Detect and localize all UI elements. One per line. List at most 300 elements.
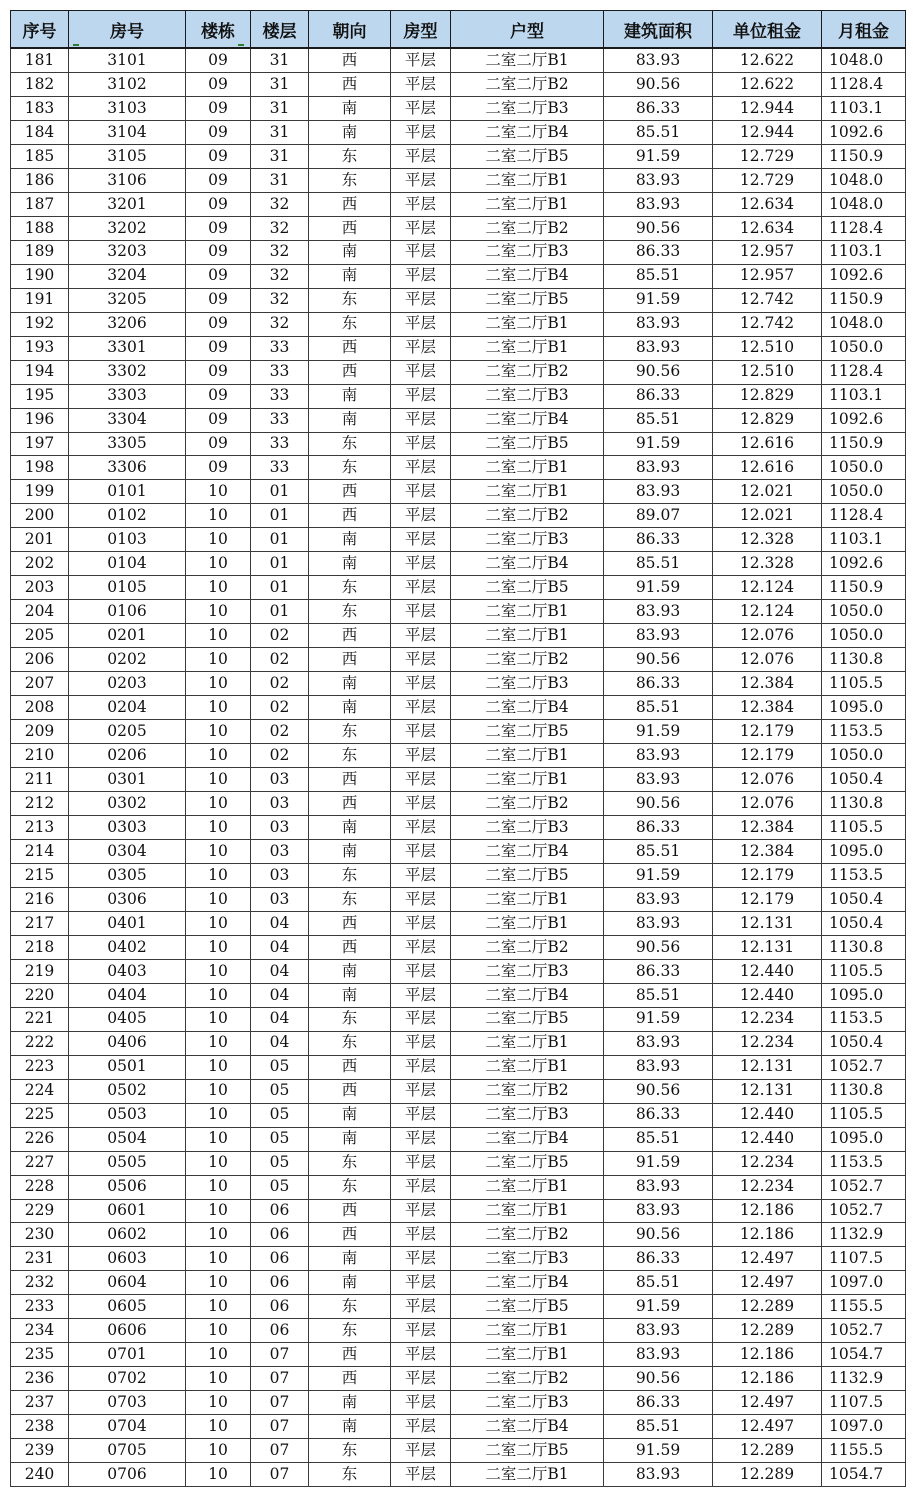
cell-room-type[interactable]: 平层 [391,360,451,384]
cell-room-type[interactable]: 平层 [391,408,451,432]
cell-room-type[interactable]: 平层 [391,816,451,840]
cell-seq[interactable]: 200 [11,504,69,528]
cell-room-no[interactable]: 3302 [69,360,186,384]
cell-building[interactable]: 09 [186,408,251,432]
cell-room-no[interactable]: 0602 [69,1223,186,1247]
cell-orientation[interactable]: 南 [309,1271,391,1295]
cell-building[interactable]: 10 [186,624,251,648]
cell-seq[interactable]: 190 [11,264,69,288]
cell-room-no[interactable]: 0105 [69,576,186,600]
cell-floor-area[interactable]: 90.56 [604,1079,713,1103]
cell-building[interactable]: 10 [186,983,251,1007]
cell-room-no[interactable]: 0604 [69,1271,186,1295]
cell-unit-rent[interactable]: 12.510 [713,336,822,360]
cell-floor-area[interactable]: 91.59 [604,720,713,744]
cell-orientation[interactable]: 东 [309,1319,391,1343]
cell-building[interactable]: 09 [186,240,251,264]
cell-unit-rent[interactable]: 12.021 [713,504,822,528]
cell-room-type[interactable]: 平层 [391,1463,451,1487]
cell-building[interactable]: 09 [186,456,251,480]
cell-room-type[interactable]: 平层 [391,1223,451,1247]
cell-room-type[interactable]: 平层 [391,1295,451,1319]
cell-floor-area[interactable]: 83.93 [604,744,713,768]
cell-floor-area[interactable]: 86.33 [604,1103,713,1127]
cell-seq[interactable]: 229 [11,1199,69,1223]
cell-seq[interactable]: 181 [11,48,69,72]
cell-monthly-rent[interactable]: 1130.8 [822,792,906,816]
cell-monthly-rent[interactable]: 1105.5 [822,959,906,983]
cell-seq[interactable]: 238 [11,1415,69,1439]
cell-room-no[interactable]: 3201 [69,192,186,216]
cell-unit-rent[interactable]: 12.622 [713,48,822,72]
cell-seq[interactable]: 232 [11,1271,69,1295]
cell-building[interactable]: 10 [186,1079,251,1103]
cell-floor[interactable]: 04 [251,1007,309,1031]
cell-floor[interactable]: 07 [251,1391,309,1415]
cell-unit-rent[interactable]: 12.021 [713,480,822,504]
cell-orientation[interactable]: 南 [309,839,391,863]
cell-unit-rent[interactable]: 12.328 [713,552,822,576]
cell-floor-area[interactable]: 85.51 [604,1271,713,1295]
cell-monthly-rent[interactable]: 1107.5 [822,1247,906,1271]
cell-room-no[interactable]: 0704 [69,1415,186,1439]
cell-room-no[interactable]: 0201 [69,624,186,648]
cell-orientation[interactable]: 南 [309,96,391,120]
cell-building[interactable]: 10 [186,1343,251,1367]
cell-floor[interactable]: 02 [251,696,309,720]
cell-unit-rent[interactable]: 12.289 [713,1319,822,1343]
cell-floor[interactable]: 31 [251,144,309,168]
cell-building[interactable]: 10 [186,1391,251,1415]
cell-room-no[interactable]: 0301 [69,768,186,792]
cell-monthly-rent[interactable]: 1092.6 [822,120,906,144]
cell-unit-rent[interactable]: 12.384 [713,672,822,696]
cell-room-type[interactable]: 平层 [391,863,451,887]
cell-layout[interactable]: 二室二厅B1 [451,1319,604,1343]
cell-room-no[interactable]: 0605 [69,1295,186,1319]
cell-layout[interactable]: 二室二厅B1 [451,480,604,504]
cell-unit-rent[interactable]: 12.729 [713,144,822,168]
cell-seq[interactable]: 234 [11,1319,69,1343]
cell-room-type[interactable]: 平层 [391,720,451,744]
cell-monthly-rent[interactable]: 1153.5 [822,863,906,887]
cell-room-type[interactable]: 平层 [391,887,451,911]
cell-seq[interactable]: 199 [11,480,69,504]
cell-orientation[interactable]: 西 [309,624,391,648]
cell-layout[interactable]: 二室二厅B1 [451,168,604,192]
cell-room-no[interactable]: 0403 [69,959,186,983]
cell-floor[interactable]: 05 [251,1151,309,1175]
cell-room-no[interactable]: 3306 [69,456,186,480]
cell-floor[interactable]: 06 [251,1295,309,1319]
cell-seq[interactable]: 217 [11,911,69,935]
cell-floor[interactable]: 06 [251,1319,309,1343]
cell-unit-rent[interactable]: 12.076 [713,648,822,672]
cell-floor-area[interactable]: 83.93 [604,1319,713,1343]
cell-orientation[interactable]: 西 [309,1223,391,1247]
cell-unit-rent[interactable]: 12.179 [713,863,822,887]
cell-room-no[interactable]: 3106 [69,168,186,192]
cell-room-no[interactable]: 0601 [69,1199,186,1223]
cell-monthly-rent[interactable]: 1050.0 [822,600,906,624]
cell-room-type[interactable]: 平层 [391,576,451,600]
cell-floor[interactable]: 04 [251,983,309,1007]
cell-floor[interactable]: 03 [251,792,309,816]
cell-monthly-rent[interactable]: 1050.0 [822,456,906,480]
cell-floor-area[interactable]: 85.51 [604,839,713,863]
cell-building[interactable]: 10 [186,480,251,504]
cell-monthly-rent[interactable]: 1155.5 [822,1439,906,1463]
cell-unit-rent[interactable]: 12.076 [713,624,822,648]
cell-floor-area[interactable]: 86.33 [604,959,713,983]
cell-monthly-rent[interactable]: 1095.0 [822,1127,906,1151]
cell-layout[interactable]: 二室二厅B1 [451,336,604,360]
cell-room-type[interactable]: 平层 [391,1151,451,1175]
cell-monthly-rent[interactable]: 1132.9 [822,1367,906,1391]
cell-floor-area[interactable]: 91.59 [604,1295,713,1319]
cell-orientation[interactable]: 南 [309,816,391,840]
cell-monthly-rent[interactable]: 1105.5 [822,816,906,840]
cell-seq[interactable]: 214 [11,839,69,863]
cell-room-type[interactable]: 平层 [391,1127,451,1151]
cell-layout[interactable]: 二室二厅B4 [451,1415,604,1439]
cell-room-type[interactable]: 平层 [391,552,451,576]
cell-orientation[interactable]: 东 [309,1007,391,1031]
cell-floor[interactable]: 07 [251,1415,309,1439]
cell-seq[interactable]: 236 [11,1367,69,1391]
cell-unit-rent[interactable]: 12.384 [713,696,822,720]
cell-floor[interactable]: 31 [251,168,309,192]
cell-orientation[interactable]: 西 [309,1343,391,1367]
cell-room-type[interactable]: 平层 [391,1415,451,1439]
cell-building[interactable]: 10 [186,720,251,744]
cell-unit-rent[interactable]: 12.289 [713,1439,822,1463]
cell-monthly-rent[interactable]: 1050.0 [822,624,906,648]
header-room-no[interactable]: 房号 [69,11,186,49]
cell-unit-rent[interactable]: 12.384 [713,839,822,863]
cell-room-type[interactable]: 平层 [391,1367,451,1391]
cell-orientation[interactable]: 西 [309,768,391,792]
header-orientation[interactable]: 朝向 [309,11,391,49]
cell-floor[interactable]: 05 [251,1103,309,1127]
cell-orientation[interactable]: 东 [309,1151,391,1175]
cell-floor-area[interactable]: 83.93 [604,336,713,360]
cell-building[interactable]: 10 [186,839,251,863]
cell-room-no[interactable]: 0705 [69,1439,186,1463]
cell-orientation[interactable]: 东 [309,720,391,744]
cell-unit-rent[interactable]: 12.510 [713,360,822,384]
cell-floor[interactable]: 03 [251,887,309,911]
cell-building[interactable]: 09 [186,384,251,408]
cell-floor-area[interactable]: 91.59 [604,576,713,600]
cell-floor-area[interactable]: 83.93 [604,1055,713,1079]
cell-room-type[interactable]: 平层 [391,1103,451,1127]
cell-seq[interactable]: 239 [11,1439,69,1463]
cell-orientation[interactable]: 东 [309,144,391,168]
header-building[interactable]: 楼栋 [186,11,251,49]
cell-orientation[interactable]: 东 [309,312,391,336]
cell-floor-area[interactable]: 85.51 [604,408,713,432]
cell-monthly-rent[interactable]: 1107.5 [822,1391,906,1415]
cell-floor-area[interactable]: 86.33 [604,528,713,552]
cell-monthly-rent[interactable]: 1052.7 [822,1319,906,1343]
cell-layout[interactable]: 二室二厅B5 [451,863,604,887]
cell-building[interactable]: 10 [186,959,251,983]
cell-orientation[interactable]: 东 [309,456,391,480]
cell-seq[interactable]: 222 [11,1031,69,1055]
cell-unit-rent[interactable]: 12.179 [713,887,822,911]
cell-room-type[interactable]: 平层 [391,504,451,528]
cell-floor-area[interactable]: 83.93 [604,624,713,648]
cell-room-no[interactable]: 0304 [69,839,186,863]
cell-orientation[interactable]: 东 [309,887,391,911]
cell-seq[interactable]: 203 [11,576,69,600]
cell-monthly-rent[interactable]: 1095.0 [822,983,906,1007]
cell-room-no[interactable]: 3102 [69,72,186,96]
cell-building[interactable]: 10 [186,600,251,624]
cell-room-no[interactable]: 3304 [69,408,186,432]
cell-monthly-rent[interactable]: 1103.1 [822,384,906,408]
cell-floor[interactable]: 06 [251,1199,309,1223]
cell-monthly-rent[interactable]: 1130.8 [822,1079,906,1103]
cell-layout[interactable]: 二室二厅B4 [451,839,604,863]
cell-unit-rent[interactable]: 12.440 [713,1103,822,1127]
cell-room-type[interactable]: 平层 [391,336,451,360]
cell-building[interactable]: 10 [186,911,251,935]
cell-seq[interactable]: 197 [11,432,69,456]
cell-building[interactable]: 09 [186,192,251,216]
cell-monthly-rent[interactable]: 1048.0 [822,168,906,192]
cell-monthly-rent[interactable]: 1150.9 [822,144,906,168]
cell-orientation[interactable]: 南 [309,959,391,983]
cell-floor-area[interactable]: 85.51 [604,264,713,288]
cell-floor[interactable]: 32 [251,312,309,336]
cell-seq[interactable]: 198 [11,456,69,480]
cell-floor-area[interactable]: 83.93 [604,168,713,192]
cell-room-type[interactable]: 平层 [391,1247,451,1271]
cell-room-no[interactable]: 0502 [69,1079,186,1103]
cell-seq[interactable]: 212 [11,792,69,816]
cell-floor[interactable]: 33 [251,360,309,384]
cell-seq[interactable]: 225 [11,1103,69,1127]
cell-unit-rent[interactable]: 12.186 [713,1367,822,1391]
cell-building[interactable]: 10 [186,1127,251,1151]
cell-floor[interactable]: 04 [251,1031,309,1055]
cell-unit-rent[interactable]: 12.384 [713,816,822,840]
cell-room-type[interactable]: 平层 [391,1319,451,1343]
cell-monthly-rent[interactable]: 1153.5 [822,720,906,744]
cell-floor[interactable]: 02 [251,648,309,672]
cell-seq[interactable]: 192 [11,312,69,336]
cell-layout[interactable]: 二室二厅B1 [451,1343,604,1367]
cell-floor[interactable]: 01 [251,528,309,552]
cell-floor-area[interactable]: 83.93 [604,1343,713,1367]
cell-seq[interactable]: 215 [11,863,69,887]
cell-seq[interactable]: 189 [11,240,69,264]
cell-room-type[interactable]: 平层 [391,1175,451,1199]
cell-building[interactable]: 09 [186,216,251,240]
cell-floor[interactable]: 07 [251,1343,309,1367]
cell-unit-rent[interactable]: 12.944 [713,96,822,120]
cell-layout[interactable]: 二室二厅B1 [451,1055,604,1079]
cell-seq[interactable]: 206 [11,648,69,672]
cell-layout[interactable]: 二室二厅B2 [451,1367,604,1391]
cell-unit-rent[interactable]: 12.234 [713,1007,822,1031]
cell-monthly-rent[interactable]: 1150.9 [822,432,906,456]
cell-building[interactable]: 10 [186,1367,251,1391]
cell-room-no[interactable]: 3101 [69,48,186,72]
cell-orientation[interactable]: 西 [309,648,391,672]
cell-seq[interactable]: 207 [11,672,69,696]
cell-unit-rent[interactable]: 12.186 [713,1343,822,1367]
cell-building[interactable]: 10 [186,1295,251,1319]
cell-layout[interactable]: 二室二厅B3 [451,384,604,408]
cell-seq[interactable]: 201 [11,528,69,552]
cell-layout[interactable]: 二室二厅B2 [451,504,604,528]
cell-floor[interactable]: 32 [251,240,309,264]
cell-unit-rent[interactable]: 12.186 [713,1199,822,1223]
cell-monthly-rent[interactable]: 1105.5 [822,1103,906,1127]
cell-room-type[interactable]: 平层 [391,935,451,959]
cell-unit-rent[interactable]: 12.076 [713,792,822,816]
cell-seq[interactable]: 233 [11,1295,69,1319]
header-monthly-rent[interactable]: 月租金 [822,11,906,49]
cell-room-no[interactable]: 3104 [69,120,186,144]
cell-floor[interactable]: 01 [251,600,309,624]
cell-unit-rent[interactable]: 12.616 [713,432,822,456]
cell-room-no[interactable]: 3105 [69,144,186,168]
header-floor[interactable]: 楼层 [251,11,309,49]
cell-room-type[interactable]: 平层 [391,1391,451,1415]
cell-orientation[interactable]: 东 [309,1175,391,1199]
cell-floor-area[interactable]: 86.33 [604,1247,713,1271]
cell-seq[interactable]: 210 [11,744,69,768]
cell-floor-area[interactable]: 83.93 [604,192,713,216]
cell-floor[interactable]: 06 [251,1271,309,1295]
cell-building[interactable]: 10 [186,528,251,552]
cell-layout[interactable]: 二室二厅B1 [451,192,604,216]
cell-monthly-rent[interactable]: 1128.4 [822,72,906,96]
cell-monthly-rent[interactable]: 1153.5 [822,1151,906,1175]
cell-floor[interactable]: 05 [251,1175,309,1199]
cell-layout[interactable]: 二室二厅B5 [451,1295,604,1319]
cell-unit-rent[interactable]: 12.131 [713,911,822,935]
cell-building[interactable]: 09 [186,336,251,360]
cell-building[interactable]: 10 [186,887,251,911]
cell-seq[interactable]: 230 [11,1223,69,1247]
cell-seq[interactable]: 195 [11,384,69,408]
cell-floor-area[interactable]: 90.56 [604,792,713,816]
cell-layout[interactable]: 二室二厅B5 [451,1007,604,1031]
cell-floor-area[interactable]: 90.56 [604,72,713,96]
cell-seq[interactable]: 193 [11,336,69,360]
cell-seq[interactable]: 184 [11,120,69,144]
cell-floor[interactable]: 31 [251,120,309,144]
cell-floor-area[interactable]: 85.51 [604,983,713,1007]
cell-room-type[interactable]: 平层 [391,839,451,863]
cell-monthly-rent[interactable]: 1095.0 [822,839,906,863]
cell-unit-rent[interactable]: 12.234 [713,1031,822,1055]
cell-seq[interactable]: 191 [11,288,69,312]
cell-unit-rent[interactable]: 12.497 [713,1271,822,1295]
cell-floor[interactable]: 06 [251,1223,309,1247]
cell-building[interactable]: 09 [186,288,251,312]
cell-building[interactable]: 10 [186,1247,251,1271]
cell-floor-area[interactable]: 91.59 [604,288,713,312]
cell-room-type[interactable]: 平层 [391,288,451,312]
cell-floor[interactable]: 01 [251,552,309,576]
cell-monthly-rent[interactable]: 1128.4 [822,216,906,240]
cell-room-type[interactable]: 平层 [391,168,451,192]
cell-seq[interactable]: 221 [11,1007,69,1031]
cell-monthly-rent[interactable]: 1130.8 [822,935,906,959]
cell-monthly-rent[interactable]: 1105.5 [822,672,906,696]
cell-orientation[interactable]: 西 [309,1055,391,1079]
cell-room-no[interactable]: 0206 [69,744,186,768]
cell-orientation[interactable]: 东 [309,600,391,624]
cell-floor-area[interactable]: 90.56 [604,216,713,240]
header-unit-rent[interactable]: 单位租金 [713,11,822,49]
cell-layout[interactable]: 二室二厅B1 [451,624,604,648]
cell-unit-rent[interactable]: 12.186 [713,1223,822,1247]
cell-layout[interactable]: 二室二厅B4 [451,1127,604,1151]
cell-unit-rent[interactable]: 12.076 [713,768,822,792]
cell-layout[interactable]: 二室二厅B1 [451,1463,604,1487]
cell-floor-area[interactable]: 91.59 [604,1439,713,1463]
cell-room-no[interactable]: 3205 [69,288,186,312]
cell-floor[interactable]: 33 [251,456,309,480]
cell-floor-area[interactable]: 86.33 [604,672,713,696]
cell-floor-area[interactable]: 91.59 [604,144,713,168]
cell-room-type[interactable]: 平层 [391,144,451,168]
cell-room-no[interactable]: 0402 [69,935,186,959]
cell-seq[interactable]: 208 [11,696,69,720]
cell-building[interactable]: 09 [186,264,251,288]
cell-floor-area[interactable]: 83.93 [604,768,713,792]
cell-orientation[interactable]: 南 [309,240,391,264]
cell-floor[interactable]: 03 [251,839,309,863]
cell-building[interactable]: 10 [186,816,251,840]
cell-room-type[interactable]: 平层 [391,983,451,1007]
cell-seq[interactable]: 213 [11,816,69,840]
cell-building[interactable]: 10 [186,863,251,887]
cell-floor-area[interactable]: 91.59 [604,432,713,456]
cell-room-no[interactable]: 0504 [69,1127,186,1151]
cell-seq[interactable]: 183 [11,96,69,120]
cell-floor[interactable]: 06 [251,1247,309,1271]
cell-seq[interactable]: 226 [11,1127,69,1151]
cell-layout[interactable]: 二室二厅B5 [451,720,604,744]
cell-room-no[interactable]: 0503 [69,1103,186,1127]
cell-layout[interactable]: 二室二厅B3 [451,672,604,696]
cell-room-type[interactable]: 平层 [391,911,451,935]
cell-orientation[interactable]: 东 [309,744,391,768]
cell-orientation[interactable]: 东 [309,1031,391,1055]
cell-seq[interactable]: 227 [11,1151,69,1175]
cell-monthly-rent[interactable]: 1130.8 [822,648,906,672]
cell-room-no[interactable]: 0701 [69,1343,186,1367]
cell-seq[interactable]: 186 [11,168,69,192]
cell-floor[interactable]: 33 [251,336,309,360]
cell-orientation[interactable]: 东 [309,288,391,312]
cell-room-type[interactable]: 平层 [391,1199,451,1223]
cell-floor-area[interactable]: 83.93 [604,1031,713,1055]
cell-floor-area[interactable]: 91.59 [604,1151,713,1175]
cell-layout[interactable]: 二室二厅B1 [451,744,604,768]
cell-room-no[interactable]: 0205 [69,720,186,744]
cell-monthly-rent[interactable]: 1155.5 [822,1295,906,1319]
cell-layout[interactable]: 二室二厅B2 [451,72,604,96]
